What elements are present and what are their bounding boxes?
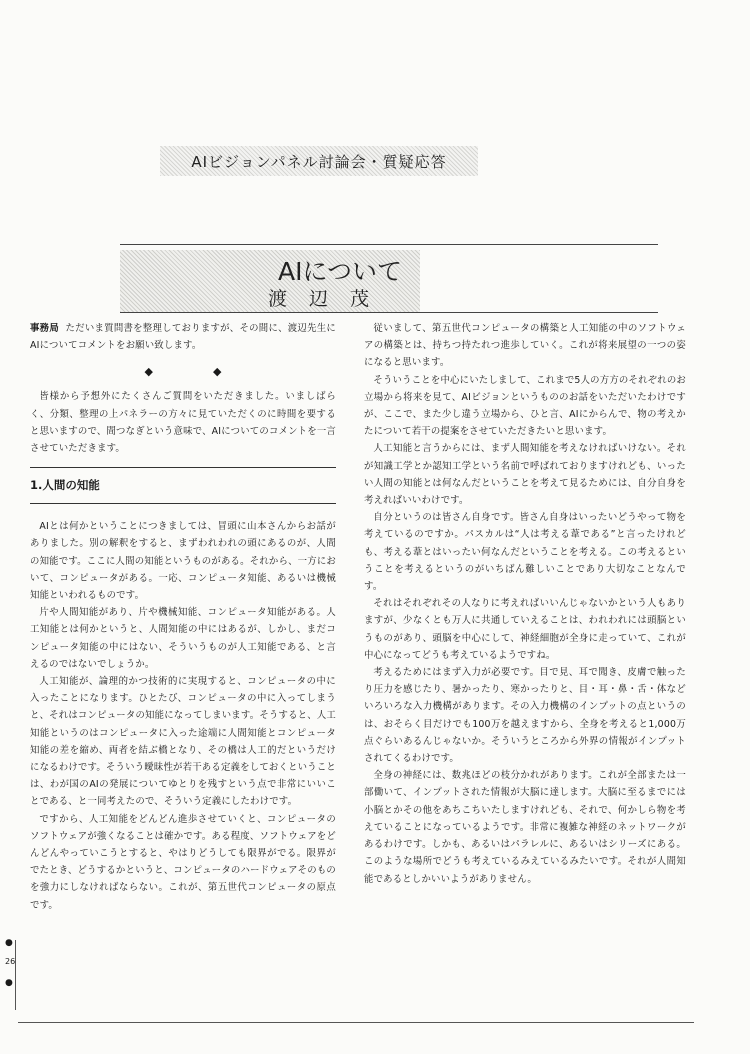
body-paragraph: 自分というのは皆さん自身です。皆さん自身はいったいどうやって物を考えているのですか。パスカルは“人は考える葦である”と言ったけれども、考える葦とはいったい何なんだということを考える。この考えるということを考えるというのがいちばん難しいことであり大切なことなんです。 xyxy=(364,512,686,593)
intro-text: ただいま質問書を整理しておりますが、その間に、渡辺先生にAIについてコメントをお願い致します。 xyxy=(30,323,336,352)
body-paragraph: そういうことを中心にいたしまして、これまで5人の方方のそれぞれのお立場から将来を見て、AIビジョンというもののお話をいただいたわけですが、ここで、また少し違う立場から、ひと言、AIにからんで、物の考えかたについて若干の提案をさせていただきたいと思います。 xyxy=(364,374,686,438)
section-heading: 1.人間の知能 xyxy=(30,467,336,504)
page-number: 26 xyxy=(5,957,16,966)
article-title: AIについて xyxy=(278,257,402,286)
body-paragraph: 片や人間知能があり、片や機械知能、コンピュータ知能がある。人工知能とは何かというと、人間知能の中にはあるが、しかし、まだコンピュータ知能の中にはない、そういうものが人工知能である、と言えるのではないでしょうか。 xyxy=(30,607,336,670)
body-paragraph: 皆様から予想外にたくさんご質問をいただきました。いましばらく、分類、整理の上パネラーの方々に見ていただくのに時間を要すると思いますので、間つなぎという意味で、AIについてのコメントを一言させていただきます。 xyxy=(30,391,336,455)
margin-bullet: ● xyxy=(5,938,13,948)
divider-ornament: ◆ xyxy=(144,364,153,378)
margin-rule xyxy=(15,940,16,1010)
bottom-rule xyxy=(18,1022,694,1023)
title-top-rule xyxy=(120,244,658,245)
body-paragraph: 考えるためにはまず入力が必要です。目で見、耳で聞き、皮膚で触ったり圧力を感じたり、暑かったり、寒かったりと、目・耳・鼻・舌・体などいろいろな入力機構があります。その入力機構のインプットの点というのは、おそらく目だけでも100万を越えますから、全身を考えると1,000万点ぐらいあるんじゃないか。そういうところから外界の情報がインプットされてくるわけです。 xyxy=(364,667,686,765)
right-column xyxy=(364,320,686,888)
intro-speaker: 事務局 xyxy=(30,323,59,334)
intro-paragraph xyxy=(30,320,336,354)
left-column xyxy=(30,320,336,914)
body-paragraph: 従いまして、第五世代コンピュータの構築と人工知能の中のソフトウェアの構築とは、持ちつ持たれつ進歩していく。これが将来展望の一つの姿になると思います。 xyxy=(364,323,686,369)
body-paragraph: 全身の神経には、数兆ほどの枝分かれがあります。これが全部または一部働いて、インプットされた情報が大脳に達します。大脳に至るまでには小脳とかその他をあちこちいたしますけれども、それで、何かしら物を考えていることになっているようです。非常に複雑な神経のネットワークがあるわけです。しかも、あるいはパラレルに、あるいはシリーズにある。このような場所でどうも考えているみえているみたいです。それが人間知能であるとしかいいようがありません。 xyxy=(364,770,686,885)
body-paragraph: ですから、人工知能をどんどん進歩させていくと、コンピュータのソフトウェアが強くなることは確かです。ある程度、ソフトウェアをどんどんやっていこうとすると、やはりどうしても限界がでる。限界がでたとき、どうするかというと、コンピュータのハードウェアそのものを強力にしなければならない。これが、第五世代コンピュータの原点です。 xyxy=(30,813,336,911)
author-name: 渡辺茂 xyxy=(268,288,392,310)
series-banner xyxy=(160,146,478,176)
title-bottom-rule xyxy=(120,312,658,313)
body-paragraph: 人工知能が、論理的かつ技術的に実現すると、コンピュータの中に入ったことになります。ひとたび、コンピュータの中に入ってしまうと、それはコンピュータの知能になってしまいます。そうすると、人工知能というのはコンピュータに入った途端に人間知能とコンピュータ知能の差を縮め、両者を結ぶ橋となり、その橋は人工的だというだけになるわけです。そういう曖昧性が若干ある定義をしておくということは、わが国のAIの発展についてゆとりを残すという点で非常にいいことである、と一同考えたので、そういう定義にしたわけです。 xyxy=(30,676,336,808)
series-title: AIビジョンパネル討論会・質疑応答 xyxy=(191,152,447,171)
section-divider xyxy=(30,354,336,388)
body-paragraph: それはそれぞれその人なりに考えればいいんじゃないかという人もありますが、少なくとも万人に共通していえることは、われわれには頭脳というものがあり、頭脳を中心にして、神経細胞が全身に走っていて、これが中心になってどうも考えているようですね。 xyxy=(364,598,686,661)
body-paragraph: AIとは何かということにつきましては、冒頭に山本さんからお話がありました。別の解釈をすると、まずわれわれの頭にあるのが、人間の知能です。ここに人間の知能というものがある。それから、一方において、コンピュータがある。一応、コンピュータ知能、あるいは機械知能といわれるものです。 xyxy=(30,521,336,602)
divider-ornament: ◆ xyxy=(213,364,222,378)
body-paragraph: 人工知能と言うからには、まず人間知能を考えなければいけない。それが知識工学とか認知工学という名前で呼ばれておりますけれども、いったい人間の知能とは何なんだということを考えて見るためには、自分自身を考えればいいわけです。 xyxy=(364,443,686,507)
margin-bullet: ● xyxy=(5,978,13,988)
